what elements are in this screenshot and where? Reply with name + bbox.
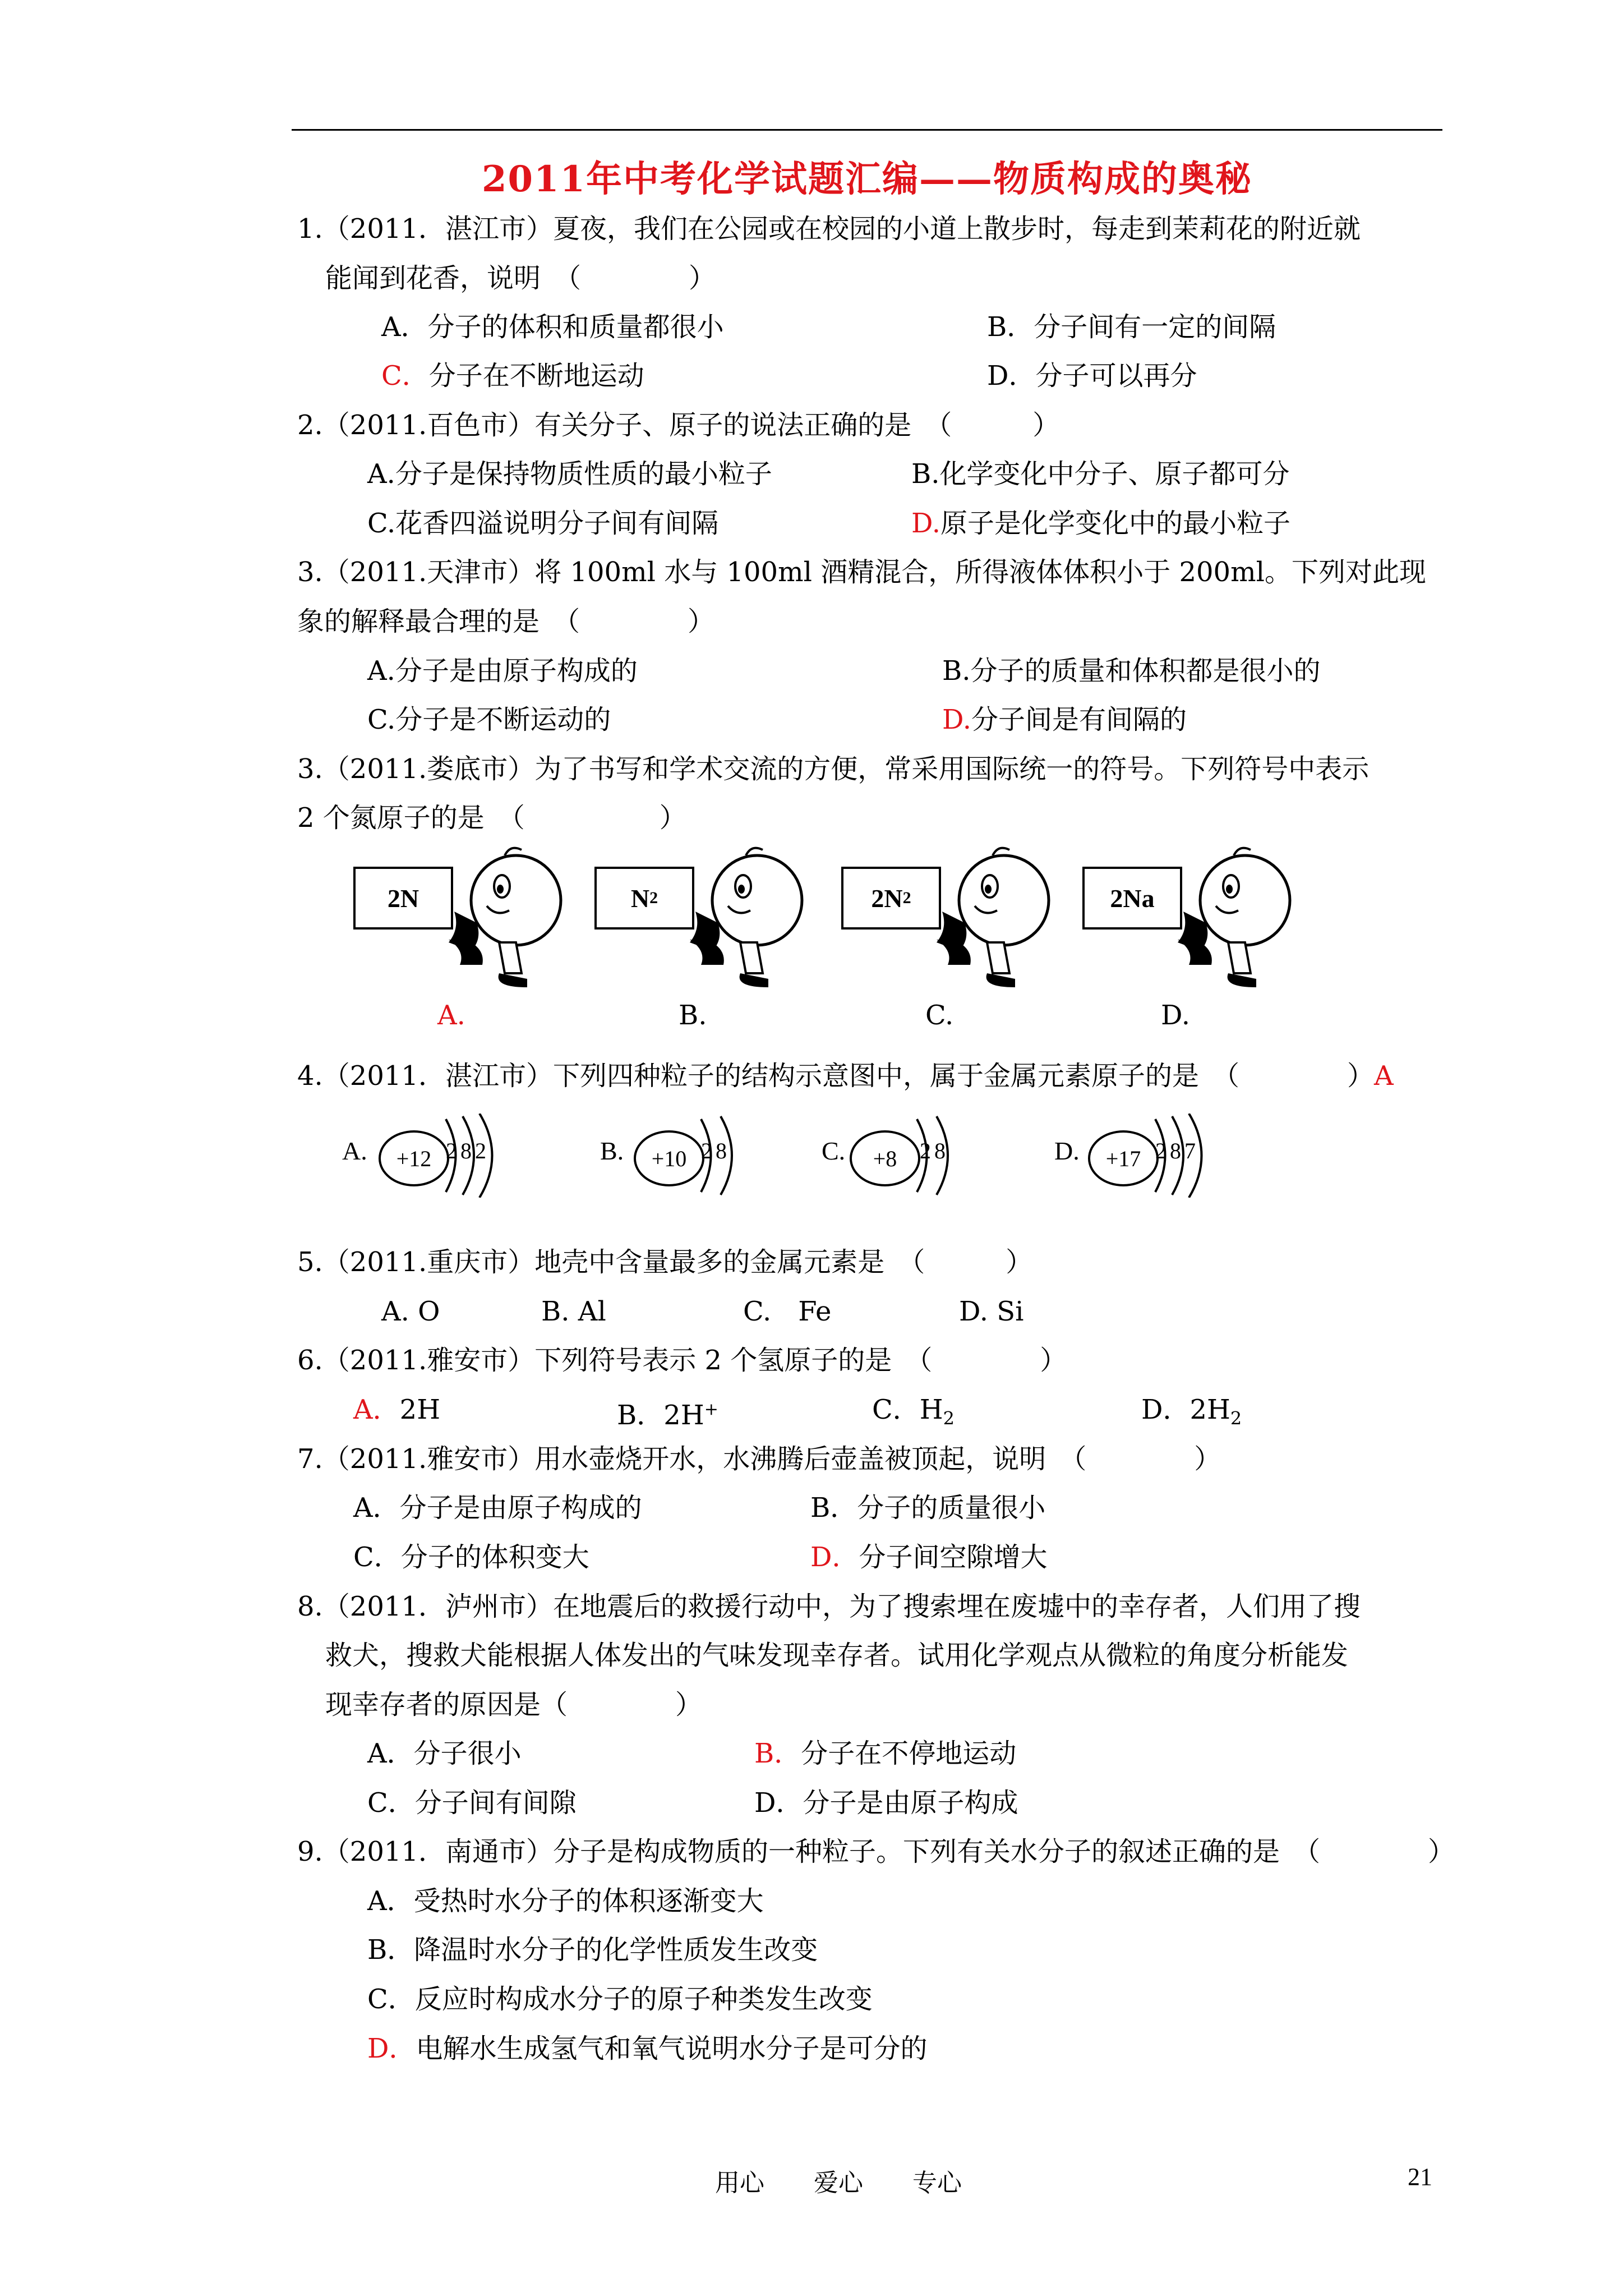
atom-c-electrons: 2 8 (920, 1138, 944, 1163)
atom-a-electrons: 2 8 2 (446, 1138, 485, 1163)
q3b-figures (353, 844, 1475, 1001)
symbol-b-subscript: 2 (649, 889, 658, 907)
q8-stem-line2: 救犬，搜救犬能根据人体发出的气味发现幸存者。试用化学观点从微粒的角度分析能发 (325, 1640, 1349, 1671)
q4-answer: A (1373, 1060, 1394, 1092)
q3-stem-line2: 象的解释最合理的是 （ ） (297, 606, 715, 637)
q6-option-a-text: 2H (399, 1394, 441, 1425)
q3-option-c: C.分子是不断运动的 (367, 704, 611, 735)
q4-atom-diagrams (342, 1105, 1295, 1206)
q3b-stem-line2: 2 个氮原子的是 （ ） (297, 802, 686, 834)
q1-option-d: D．分子可以再分 (987, 360, 1197, 392)
q9-option-c: C．反应时构成水分子的原子种类发生改变 (367, 1984, 873, 2015)
q3-option-b: B.分子的质量和体积都是很小的 (942, 655, 1321, 687)
cartoon-character-icon (437, 844, 566, 996)
q8-option-b-text: 分子在不停地运动 (801, 1738, 1017, 1769)
q5-option-a: A. O (381, 1296, 440, 1327)
q2-stem: 2.（2011.百色市）有关分子、原子的说法正确的是 （ ） (297, 409, 1060, 441)
q1-option-c (381, 359, 644, 393)
q7-option-d (810, 1540, 1048, 1574)
q7-option-d-text: 分子间空隙增大 (859, 1542, 1048, 1573)
q6-option-c-sub: 2 (943, 1407, 955, 1429)
symbol-a-text: 2N (387, 884, 419, 913)
q7-option-b: B．分子的质量很小 (810, 1492, 1046, 1524)
q1-option-c-text: 分子在不断地运动 (428, 360, 644, 392)
q6-option-c-text: C．H (872, 1394, 943, 1425)
q5-stem: 5.（2011.重庆市）地壳中含量最多的金属元素是 （ ） (297, 1246, 1033, 1278)
atom-b-label: B. (600, 1137, 624, 1165)
q7-option-c: C．分子的体积变大 (353, 1542, 589, 1573)
answer-mark: D． (367, 2033, 416, 2064)
answer-mark: B． (754, 1738, 801, 1769)
q3-option-d (942, 703, 1187, 737)
cartoon-character-icon (679, 844, 808, 996)
q6-option-b-text: B．2H (617, 1400, 704, 1431)
q8-option-b (754, 1737, 1016, 1770)
q3b-label-b: B. (679, 1000, 707, 1031)
q8-option-d: D．分子是由原子构成 (754, 1787, 1018, 1819)
q4-stem (297, 1059, 1394, 1093)
answer-mark: C． (381, 360, 429, 392)
symbol-d-text: 2Na (1110, 884, 1155, 913)
atom-d-nucleus: +17 (1088, 1130, 1159, 1186)
q3b-stem-line1: 3.（2011.娄底市）为了书写和学术交流的方便，常采用国际统一的符号。下列符号中表示 (297, 753, 1370, 785)
q6-option-d (1141, 1393, 1242, 1435)
atom-c-label: C. (822, 1137, 846, 1165)
atom-d-electrons: 2 8 7 (1155, 1138, 1195, 1163)
cartoon-character-icon (925, 844, 1054, 996)
q1-stem-line2: 能闻到花香，说明 （ ） (325, 263, 716, 294)
q9-option-d-text: 电解水生成氢气和氧气说明水分子是可分的 (416, 2033, 928, 2064)
q5-option-d: D. Si (959, 1296, 1024, 1327)
q6-option-b-sup: + (704, 1400, 718, 1419)
q6-option-a (353, 1393, 440, 1427)
cartoon-character-icon (1166, 844, 1295, 996)
answer-mark: D． (810, 1542, 859, 1573)
q8-stem-line3: 现幸存者的原因是（ ） (325, 1689, 703, 1720)
footer-slogan: 用心 爱心 专心 (715, 2169, 962, 2197)
q9-option-a: A．受热时水分子的体积逐渐变大 (367, 1885, 764, 1917)
q8-option-c: C．分子间有间隙 (367, 1787, 577, 1819)
q3-option-d-text: 分子间是有间隔的 (971, 704, 1187, 735)
q6-stem: 6.（2011.雅安市）下列符号表示 2 个氢原子的是 （ ） (297, 1345, 1067, 1376)
q2-option-a: A.分子是保持物质性质的最小粒子 (367, 458, 772, 490)
symbol-c-text: 2N (871, 884, 903, 913)
symbol-b-text: N (630, 884, 650, 913)
q3-option-a: A.分子是由原子构成的 (367, 655, 638, 687)
q6-option-c (872, 1393, 955, 1435)
q2-option-d (911, 507, 1290, 540)
q9-stem: 9.（2011．南通市）分子是构成物质的一种粒子。下列有关水分子的叙述正确的是 （ ） (297, 1836, 1455, 1867)
q2-option-b: B.化学变化中分子、原子都可分 (911, 458, 1290, 490)
symbol-c-subscript: 2 (902, 889, 911, 907)
atom-a-nucleus: +12 (379, 1130, 449, 1186)
q4-stem-text: 4.（2011．湛江市）下列四种粒子的结构示意图中，属于金属元素原子的是 （ ） (297, 1060, 1374, 1092)
q2-option-c: C.花香四溢说明分子间有间隔 (367, 508, 719, 539)
q5-option-b: B. Al (541, 1296, 606, 1327)
q6-option-d-text: D．2H (1141, 1394, 1230, 1425)
atom-b-electrons: 2 8 (701, 1138, 726, 1163)
q9-option-b: B．降温时水分子的化学性质发生改变 (367, 1934, 818, 1966)
q7-stem: 7.（2011.雅安市）用水壶烧开水，水沸腾后壶盖被顶起，说明 （ ） (297, 1443, 1221, 1475)
q9-option-d (367, 2032, 928, 2065)
q3b-label-c: C. (925, 1000, 954, 1031)
q1-stem-line1: 1.（2011．湛江市）夏夜，我们在公园或在校园的小道上散步时，每走到茉莉花的附近就 (297, 213, 1361, 245)
answer-mark: D. (942, 704, 972, 735)
atom-b-nucleus: +10 (634, 1130, 704, 1186)
q3b-label-a: A. (437, 1000, 465, 1031)
q1-option-b: B．分子间有一定的间隔 (987, 311, 1276, 343)
q1-option-a: A．分子的体积和质量都很小 (381, 311, 724, 343)
answer-mark: D. (911, 508, 941, 539)
atom-a-label: A. (342, 1137, 367, 1165)
header-rule (292, 129, 1442, 131)
q8-stem-line1: 8.（2011．泸州市）在地震后的救援行动中，为了搜索埋在废墟中的幸存者，人们用了搜 (297, 1591, 1361, 1622)
q8-option-a: A．分子很小 (367, 1738, 522, 1769)
page-number: 21 (1408, 2163, 1432, 2191)
atom-d-label: D. (1054, 1137, 1080, 1165)
q2-option-d-text: 原子是化学变化中的最小粒子 (940, 508, 1291, 539)
q3-stem-line1: 3.（2011.天津市）将 100ml 水与 100ml 酒精混合，所得液体体积小于 200ml。下列对此现 (297, 556, 1426, 588)
q7-option-a: A．分子是由原子构成的 (353, 1492, 642, 1524)
q5-option-c: C. Fe (743, 1296, 832, 1327)
atom-c-nucleus: +8 (850, 1130, 920, 1186)
q3b-label-d: D. (1161, 1000, 1191, 1031)
q6-option-b (617, 1393, 718, 1432)
answer-mark: A． (353, 1394, 400, 1425)
page-title: 2011年中考化学试题汇编——物质构成的奥秘 (481, 158, 1253, 200)
q6-option-d-sub: 2 (1230, 1407, 1242, 1429)
